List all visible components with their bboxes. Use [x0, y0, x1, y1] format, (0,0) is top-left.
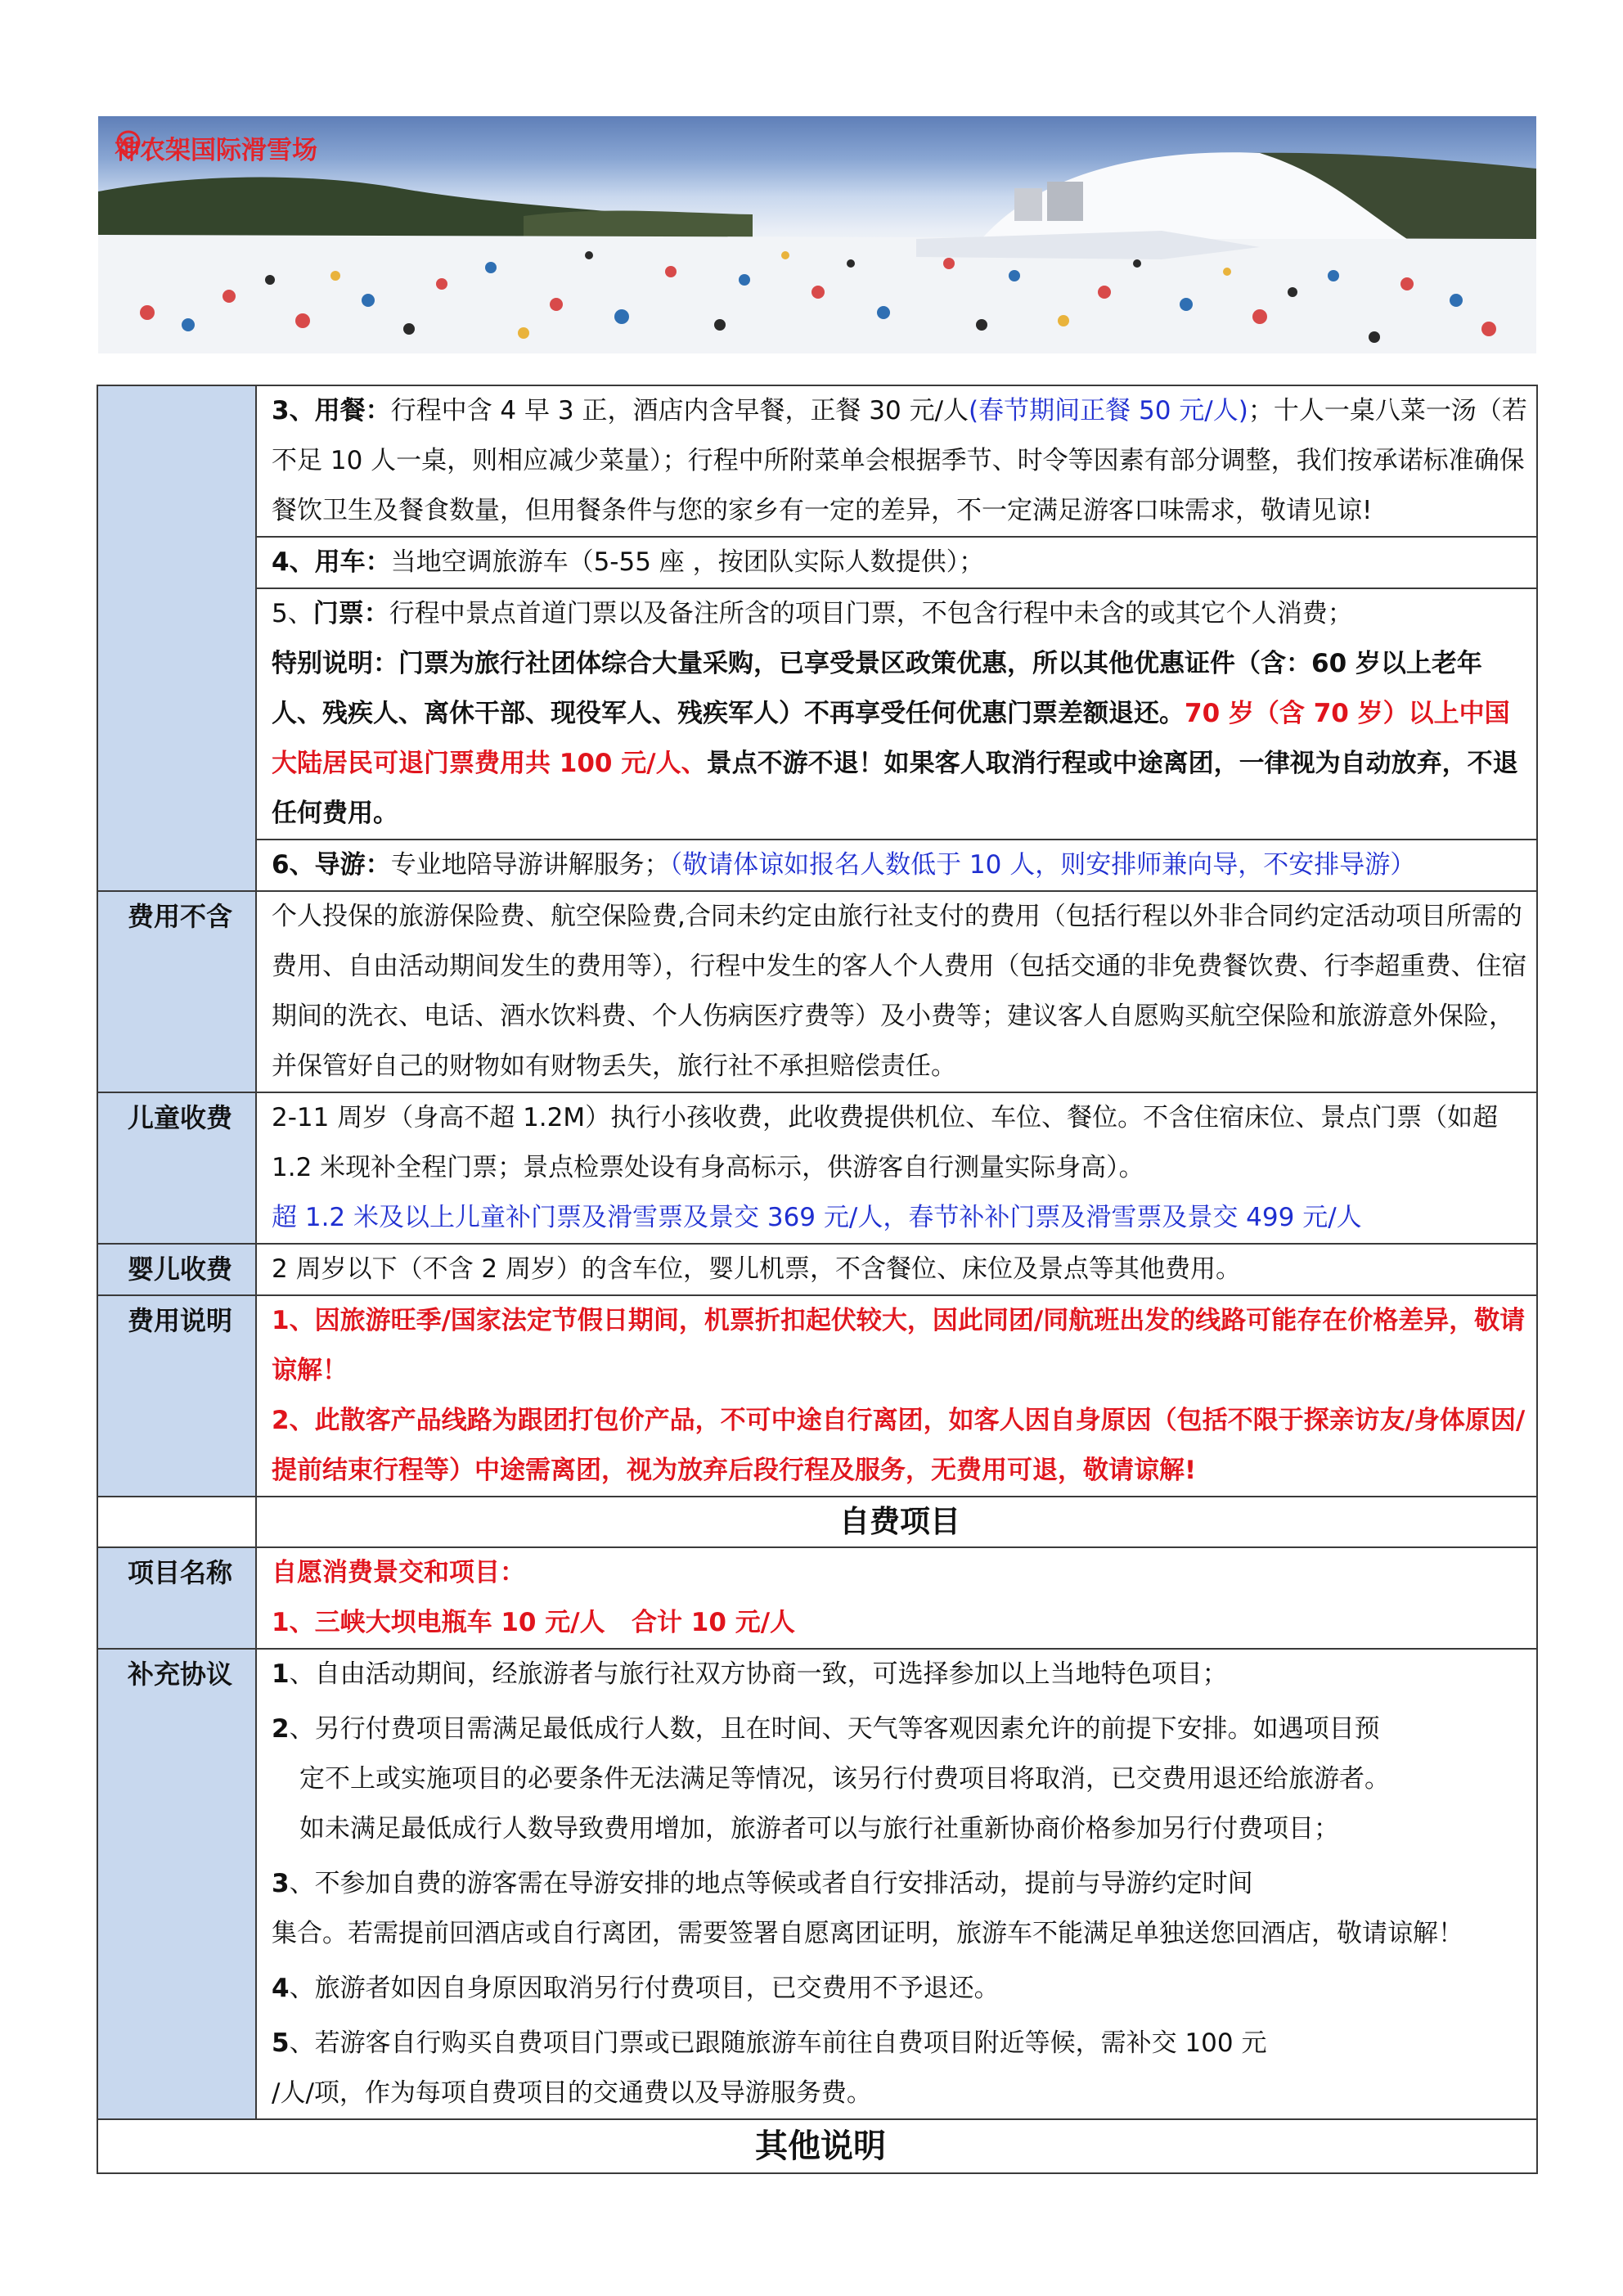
fee-note-item-1: 1、因旅游旺季/国家法定节假日期间，机票折扣起伏较大，因此同团/同航班出发的线路可能存在价格差异，敬请谅解！ — [272, 1306, 1526, 1385]
supplement-item-1-number: 1 — [272, 1659, 290, 1689]
project-label: 项目名称 — [97, 1547, 256, 1649]
row-guide — [97, 840, 1537, 891]
fee-note-item-2: 2、此散客产品线路为跟团打包价产品，不可中途自行离团，如客人因自身原因（包括不限于探亲访友/身体原因/提前结束行程等）中途需离团，视为放弃后段行程及服务，无费用可退，敬请谅解! — [272, 1406, 1526, 1485]
ticket-refund-note: 70 岁（含 70 岁）以上中国大陆居民可退门票费用共 100 元/人、 — [272, 699, 1510, 778]
row-child — [97, 1092, 1537, 1244]
row-ticket — [97, 588, 1537, 840]
other-notes-title: 其他说明 — [97, 2119, 1537, 2173]
row-excluded — [97, 891, 1537, 1092]
supplement-item-2-number: 2 — [272, 1714, 290, 1744]
row-project — [97, 1547, 1537, 1649]
child-label: 儿童收费 — [97, 1092, 256, 1244]
ticket-text: 行程中景点首道门票以及备注所含的项目门票，不包含行程中未含的或其它个人消费； — [389, 599, 1353, 628]
meal-text: 行程中含 4 早 3 正，酒店内含早餐，正餐 30 元/人 — [390, 396, 969, 425]
row-fee-note — [97, 1295, 1537, 1497]
ticket-cell — [256, 588, 1537, 840]
meal-number: 3、 — [272, 396, 315, 425]
ticket-number: 5、 — [272, 599, 313, 628]
supplement-item-3: 、不参加自费的游客需在导游安排的地点等候或者自行安排活动，提前与导游约定时间 — [289, 1869, 1253, 1898]
car-text: 当地空调旅游车（5-55 座 ，按团队实际人数提供）； — [390, 547, 985, 577]
supplement-item-2: 、另行付费项目需满足最低成行人数，且在时间、天气等客观因素允许的前提下安排。如遇项目预 — [289, 1714, 1380, 1744]
self-pay-title: 自费项目 — [256, 1497, 1537, 1547]
meal-title: 用餐： — [314, 396, 391, 425]
guide-text: 专业地陪导游讲解服务； — [390, 850, 670, 880]
guide-cell — [256, 840, 1537, 891]
excluded-text: 个人投保的旅游保险费、航空保险费,合同未约定由旅行社支付的费用（包括行程以外非合同约定活动项目所需的费用、自由活动期间发生的费用等），行程中发生的客人个人费用（包括交通的非免费餐饮费、行李超重费、住宿期间的洗衣、电话、酒水饮料费、个人伤病医疗费等）及小费等；建议客人自愿购买航空保险和旅游意外保险，并保管好自己的财物如有财物丢失，旅行社不承担赔偿责任。 — [256, 891, 1537, 1092]
row-other-title — [97, 2119, 1537, 2173]
row-car — [97, 537, 1537, 588]
car-cell — [256, 537, 1537, 588]
ticket-no-refund-note: 景点不游不退！如果客人取消行程或中途离团，一律视为自动放弃，不退任何费用。 — [272, 749, 1518, 828]
map-pin-icon — [115, 129, 142, 160]
supplement-item-4: 、旅游者如因自身原因取消另行付费项目，已交费用不予退还。 — [289, 1974, 1000, 2003]
supplement-item-5-number: 5 — [272, 2028, 290, 2058]
child-cell — [256, 1092, 1537, 1244]
supplement-item-2-line-2: 定不上或实施项目的必要条件无法满足等情况，该另行付费项目将取消，已交费用退还给旅游者。 — [299, 1764, 1390, 1794]
service-label-cell — [97, 385, 256, 891]
location-name: 神农架国际滑雪场 — [115, 136, 317, 165]
self-pay-blank-cell — [97, 1497, 256, 1547]
car-number: 4、 — [272, 547, 315, 577]
supplement-label: 补充协议 — [97, 1649, 256, 2119]
location-tag — [115, 129, 317, 166]
child-extra-fee: 超 1.2 米及以上儿童补门票及滑雪票及景交 369 元/人，春节补补门票及滑雪票及景交 499 元/人 — [272, 1203, 1362, 1232]
itinerary-table — [97, 385, 1538, 2174]
row-self-pay-title — [97, 1497, 1537, 1547]
project-line-2: 1、三峡大坝电瓶车 10 元/人 合计 10 元/人 — [272, 1608, 796, 1637]
meal-cell — [256, 385, 1537, 537]
guide-note: （敬请体谅如报名人数低于 10 人，则安排师兼向导，不安排导游） — [669, 850, 1416, 880]
car-title: 用车： — [314, 547, 391, 577]
ticket-title: 门票： — [312, 599, 389, 628]
guide-number: 6、 — [272, 850, 315, 880]
supplement-item-2-line-3: 如未满足最低成行人数导致费用增加，旅游者可以与旅行社重新协商价格参加另行付费项目； — [299, 1814, 1339, 1844]
meal-text-2: ；十人一桌八菜一汤（若不足 10 人一桌，则相应减少菜量）；行程中所附菜单会根据季节、时令等因素有部分调整，我们按承诺标准确保餐饮卫生及餐食数量，但用餐条件与您的家乡有一定的差异，不一定满足游客口味需求，敬请见谅! — [272, 396, 1527, 525]
supplement-item-4-number: 4 — [272, 1974, 290, 2003]
supplement-item-3-line-2: 集合。若需提前回酒店或自行离团，需要签署自愿离团证明，旅游车不能满足单独送您回酒店，敬请谅解！ — [272, 1919, 1463, 1948]
supplement-item-5-line-2: /人/项，作为每项自费项目的交通费以及导游服务费。 — [272, 2078, 872, 2108]
project-line-1: 自愿消费景交和项目： — [272, 1558, 525, 1587]
child-text: 2-11 周岁（身高不超 1.2M）执行小孩收费，此收费提供机位、车位、餐位。不含住宿床位、景点门票（如超 1.2 米现补全程门票；景点检票处设有身高标示，供游客自行测量实际身高）。 — [272, 1103, 1499, 1182]
ticket-special-note: 特别说明：门票为旅行社团体综合大量采购，已享受景区政策优惠，所以其他优惠证件（含：60 岁以上老年人、残疾人、离休干部、现役军人、残疾军人）不再享受任何优惠门票差额退还。 — [272, 649, 1482, 728]
row-supplement — [97, 1649, 1537, 2119]
supplement-item-3-number: 3 — [272, 1869, 290, 1898]
row-meal — [97, 385, 1537, 537]
supplement-item-1: 、自由活动期间，经旅游者与旅行社双方协商一致，可选择参加以上当地特色项目； — [289, 1659, 1228, 1689]
row-infant — [97, 1244, 1537, 1295]
excluded-label: 费用不含 — [97, 891, 256, 1092]
infant-label: 婴儿收费 — [97, 1244, 256, 1295]
guide-title: 导游： — [314, 850, 391, 880]
meal-festival-note: (春节期间正餐 50 元/人) — [969, 396, 1248, 425]
supplement-cell — [256, 1649, 1537, 2119]
supplement-item-5: 、若游客自行购买自费项目门票或已跟随旅游车前往自费项目附近等候，需补交 100 元 — [289, 2028, 1267, 2058]
banner-photo — [98, 116, 1536, 353]
fee-note-cell — [256, 1295, 1537, 1497]
project-cell — [256, 1547, 1537, 1649]
infant-text: 2 周岁以下（不含 2 周岁）的含车位，婴儿机票，不含餐位、床位及景点等其他费用。 — [256, 1244, 1537, 1295]
fee-note-label: 费用说明 — [97, 1295, 256, 1497]
